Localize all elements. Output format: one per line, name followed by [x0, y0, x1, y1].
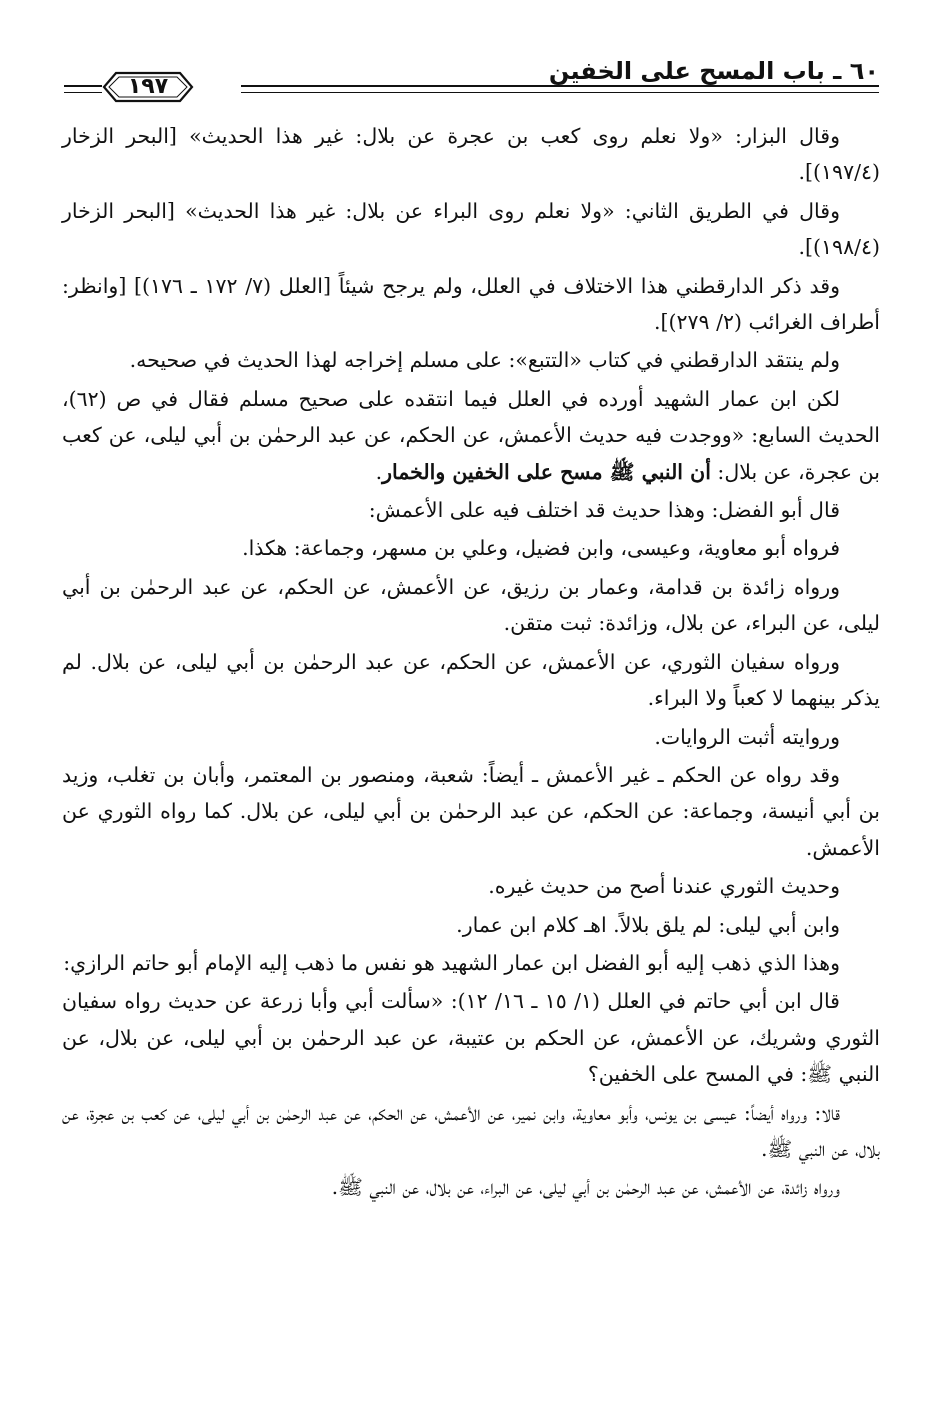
- paragraph: قال ابن أبي حاتم في العلل (١/ ١٥ ـ ١٦/ ١٢): «سألت أبي وأبا زرعة عن حديث رواه سفيان الثوري وشريك، عن الأعمش، عن الحكم بن عتيبة، عن عبد الرحمٰن بن أبي ليلى، عن بلال، عن النبي ﷺ: في المسح على الخفين؟: [62, 989, 880, 1087]
- paragraph: قال أبو الفضل: وهذا حديث قد اختلف فيه على الأعمش:: [368, 498, 840, 523]
- paragraph: وقد ذكر الدارقطني هذا الاختلاف في العلل، ولم يرجح شيئاً [العلل (٧/ ١٧٢ ـ ١٧٦)] [وانظر: أطراف الغرائب (٢/ ٢٧٩)].: [62, 273, 880, 335]
- paragraph: قالا: ورواه أيضاً: عيسى بن يونس، وأبو معاوية، وابن نمير، عن الأعمش، عن الحكم، عن عبد الرحمٰن بن أبي ليلى، عن كعب بن عجرة، عن بلال، عن النبي ﷺ.: [62, 1100, 880, 1161]
- paragraph-text: لكن ابن عمار الشهيد أورده في العلل فيما انتقده على صحيح مسلم فقال في ص (٦٢)، الحديث السابع: «ووجدت فيه حديث الأعمش، عن الحكم، عن عبد الرحمٰن بن أبي ليلى، عن كعب بن عجرة، عن بلال:: [62, 386, 880, 484]
- paragraph: ورواه زائدة، عن الأعمش، عن عبد الرحمٰن بن أبي ليلى، عن البراء، عن بلال، عن النبي ﷺ.: [331, 1175, 840, 1200]
- chapter-title: ٦٠ ـ باب المسح على الخفين: [548, 57, 879, 85]
- paragraph: وروايته أثبت الروايات.: [654, 724, 840, 749]
- paragraph: [62, 381, 880, 490]
- paragraph-text: .: [375, 459, 383, 484]
- paragraph: فرواه أبو معاوية، وعيسى، وابن فضيل، وعلي بن مسهر، وجماعة: هكذا.: [242, 536, 840, 561]
- running-header: [64, 52, 879, 102]
- header-rule-right: [241, 85, 879, 93]
- paragraph: ولم ينتقد الدارقطني في كتاب «التتبع»: على مسلم إخراجه لهذا الحديث في صحيحه.: [129, 348, 840, 373]
- paragraph: وحديث الثوري عندنا أصح من حديث غيره.: [488, 874, 840, 899]
- paragraph: وابن أبي ليلى: لم يلق بلالاً. اهـ كلام ابن عمار.: [456, 912, 840, 937]
- paragraph: ورواه زائدة بن قدامة، وعمار بن رزيق، عن الأعمش، عن الحكم، عن عبد الرحمٰن بن أبي ليلى، عن البراء، عن بلال، وزائدة: ثبت متقن.: [62, 574, 880, 636]
- body-text: [62, 118, 880, 1208]
- paragraph: ورواه سفيان الثوري، عن الأعمش، عن الحكم، عن عبد الرحمٰن بن أبي ليلى، عن بلال. لم يذكر بينهما لا كعباً ولا البراء.: [62, 649, 880, 711]
- paragraph: وقد رواه عن الحكم ـ غير الأعمش ـ أيضاً: شعبة، ومنصور بن المعتمر، وأبان بن تغلب، وزيد بن أبي أنيسة، وجماعة: عن الحكم، عن عبد الرحمٰن بن أبي ليلى، عن بلال. كما رواه الثوري عن الأعمش.: [62, 762, 880, 860]
- bold-hadith-text: أن النبي ﷺ مسح على الخفين والخمار: [382, 459, 711, 484]
- page-number-ornament: [102, 70, 194, 104]
- paragraph: وهذا الذي ذهب إليه أبو الفضل ابن عمار الشهيد هو نفس ما ذهب إليه الإمام أبو حاتم الرازي:: [63, 950, 840, 975]
- header-rule-left: [64, 85, 102, 93]
- paragraph: وقال في الطريق الثاني: «ولا نعلم روى البراء عن بلال: غير هذا الحديث» [البحر الزخار (١٩٨/٤)].: [62, 198, 880, 260]
- page-number: ١٩٧: [127, 74, 169, 99]
- paragraph: وقال البزار: «ولا نعلم روى كعب بن عجرة عن بلال: غير هذا الحديث» [البحر الزخار (١٩٧/٤)].: [62, 124, 880, 185]
